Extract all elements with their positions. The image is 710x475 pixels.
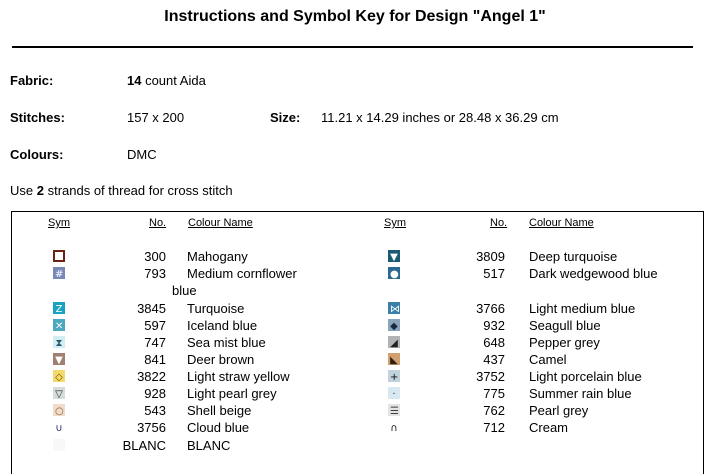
cap-icon: ∩ bbox=[388, 421, 400, 433]
colour-name: Shell beige bbox=[187, 403, 252, 418]
colour-name: Medium cornflower bbox=[187, 266, 297, 281]
colours-value: DMC bbox=[127, 147, 157, 162]
left-name-wrap: blue bbox=[172, 283, 197, 298]
left-key-row bbox=[0, 438, 710, 455]
colour-number: 793 bbox=[144, 266, 166, 281]
colour-name: Seagull blue bbox=[529, 318, 601, 333]
colour-number: 543 bbox=[144, 403, 166, 418]
colour-number: 3822 bbox=[137, 369, 166, 384]
stitches-value: 157 x 200 bbox=[127, 110, 185, 125]
right-key-row bbox=[0, 403, 710, 420]
colour-name: Summer rain blue bbox=[529, 386, 632, 401]
colour-name: Cloud blue bbox=[187, 420, 250, 435]
title-divider bbox=[12, 46, 693, 48]
colour-number: 747 bbox=[144, 335, 166, 350]
colour-name: Light pearl grey bbox=[187, 386, 277, 401]
colour-number: 300 bbox=[144, 249, 166, 264]
colour-number: BLANC bbox=[122, 438, 166, 453]
right-header-name: Colour Name bbox=[529, 217, 594, 229]
lines-icon: ☰ bbox=[390, 406, 399, 417]
colour-number: 841 bbox=[144, 352, 166, 367]
colour-number: 3845 bbox=[137, 301, 166, 316]
plus-icon: + bbox=[390, 372, 399, 383]
colour-name: Sea mist blue bbox=[187, 335, 266, 350]
colour-number: 3752 bbox=[476, 369, 505, 384]
colour-number: 597 bbox=[144, 318, 166, 333]
triangle-down-icon: ▼ bbox=[53, 353, 65, 365]
colour-name: Dark wedgewood blue bbox=[529, 266, 658, 281]
fabric-value bbox=[127, 73, 206, 88]
colour-number: 3809 bbox=[476, 249, 505, 264]
hash-icon: # bbox=[55, 269, 64, 280]
right-key-row bbox=[0, 335, 710, 352]
hourglass-icon: ⧗ bbox=[53, 336, 65, 348]
colour-name: Turquoise bbox=[187, 301, 245, 316]
right-key-row bbox=[0, 301, 710, 318]
left-header-name: Colour Name bbox=[188, 217, 253, 229]
fabric-label: Fabric: bbox=[10, 73, 54, 88]
fabric-type: count Aida bbox=[141, 73, 206, 88]
bowtie-icon: ⋈ bbox=[390, 304, 400, 315]
colours-label: Colours: bbox=[10, 147, 64, 162]
strands-pre: Use bbox=[10, 183, 37, 198]
colour-number: 3766 bbox=[476, 301, 505, 316]
right-header-no: No. bbox=[490, 217, 508, 229]
right-key-row bbox=[0, 386, 710, 403]
left-header-no: No. bbox=[149, 217, 167, 229]
colour-number: 517 bbox=[483, 266, 505, 281]
colour-name: Light medium blue bbox=[529, 301, 636, 316]
right-key-row bbox=[0, 352, 710, 369]
size-value: 11.21 x 14.29 inches or 28.48 x 36.29 cm bbox=[321, 110, 559, 125]
size-label: Size: bbox=[270, 110, 301, 125]
stitches-label: Stitches: bbox=[10, 110, 65, 125]
colour-name: Deep turquoise bbox=[529, 249, 618, 264]
colour-name: Light straw yellow bbox=[187, 369, 290, 384]
circle-outline-icon: ○ bbox=[55, 406, 64, 417]
circle-icon: ● bbox=[390, 269, 399, 280]
dot-icon: · bbox=[388, 387, 400, 399]
strands-instruction bbox=[10, 183, 233, 198]
diamond-icon: ◇ bbox=[53, 370, 65, 382]
x-icon: ✕ bbox=[55, 321, 64, 332]
right-key-row bbox=[0, 369, 710, 386]
right-header-sym: Sym bbox=[384, 217, 406, 229]
cup-icon: ∪ bbox=[53, 421, 65, 433]
fabric-count: 14 bbox=[127, 73, 142, 88]
colour-number: 648 bbox=[483, 335, 505, 350]
colour-number: 775 bbox=[483, 386, 505, 401]
blank-icon bbox=[53, 439, 65, 451]
corner-triangle-icon: ◢ bbox=[388, 336, 400, 348]
colour-number: 3756 bbox=[137, 420, 166, 435]
colour-number: 928 bbox=[144, 386, 166, 401]
colour-name: BLANC bbox=[187, 438, 231, 453]
colour-name: Iceland blue bbox=[187, 318, 258, 333]
left-header-sym: Sym bbox=[48, 217, 70, 229]
colour-name: Pepper grey bbox=[529, 335, 600, 350]
colour-name: Light porcelain blue bbox=[529, 369, 642, 384]
corner-triangle-left-icon: ◣ bbox=[388, 353, 400, 365]
colour-number: 712 bbox=[483, 420, 505, 435]
right-key-row bbox=[0, 318, 710, 335]
z-icon: Z bbox=[53, 302, 65, 314]
diamond-filled-icon: ◆ bbox=[388, 319, 400, 331]
colour-number: 762 bbox=[483, 403, 505, 418]
colour-name: Pearl grey bbox=[529, 403, 589, 418]
colour-name: Deer brown bbox=[187, 352, 255, 367]
colour-name: Camel bbox=[529, 352, 567, 367]
right-key-row bbox=[0, 266, 710, 283]
strands-count: 2 bbox=[36, 183, 44, 198]
page-title: Instructions and Symbol Key for Design "Angel 1" bbox=[164, 8, 546, 25]
colour-number: 932 bbox=[483, 318, 505, 333]
colour-number: 437 bbox=[483, 352, 505, 367]
triangle-outline-icon: ▽ bbox=[53, 387, 65, 399]
right-key-row bbox=[0, 249, 710, 266]
triangle-down-icon: ▼ bbox=[388, 250, 400, 262]
strands-post: strands of thread for cross stitch bbox=[43, 183, 233, 198]
right-key-row bbox=[0, 420, 710, 437]
colour-name: Cream bbox=[529, 420, 569, 435]
colour-name: Mahogany bbox=[187, 249, 248, 264]
